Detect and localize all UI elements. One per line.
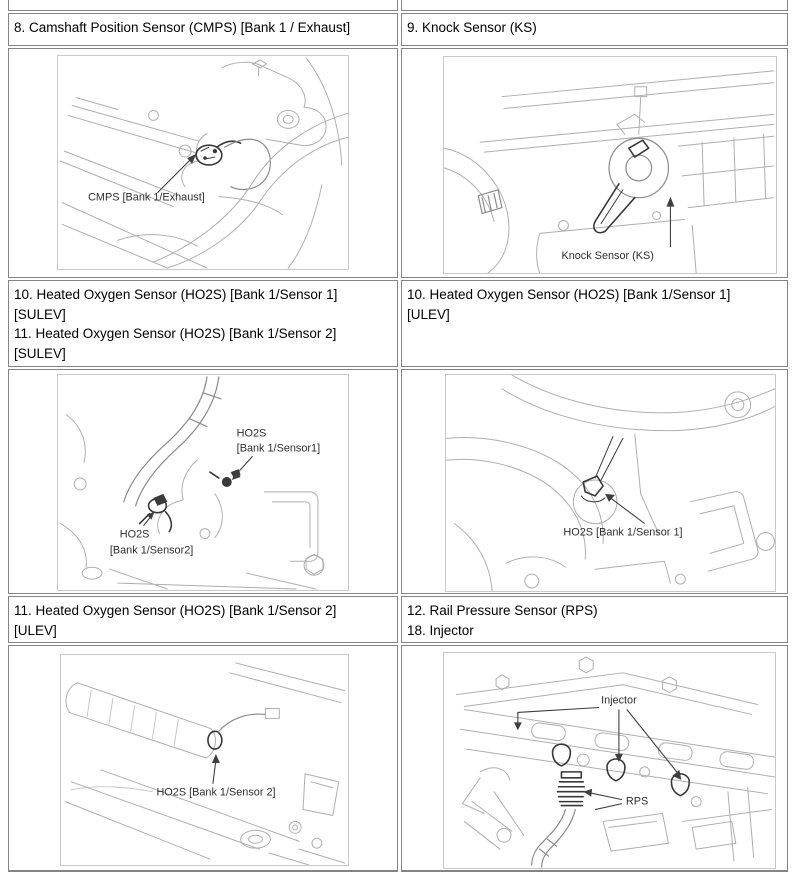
callout-ho2s-sensor1-line1: HO2S <box>236 427 267 440</box>
header-cell-ho2s-ulev-s1 <box>401 280 788 367</box>
image-cell-ho2s-ulev-s2 <box>8 645 398 872</box>
callout-ho2s-sensor2-line2: [Bank 1/Sensor2] <box>109 544 194 557</box>
knock-sensor-illustration <box>444 57 776 273</box>
header-text-knock-sensor: 9. Knock Sensor (KS) <box>407 20 537 35</box>
image-cell-rps-injector <box>401 645 788 872</box>
image-cell-ho2s-sulev <box>8 369 398 594</box>
image-cell-cmps <box>8 48 398 278</box>
ho2s-ulev-s2-illustration <box>61 655 348 865</box>
header-cell-rps-injector <box>401 596 788 643</box>
callout-rps: RPS <box>625 795 649 808</box>
header-text-cmps: 8. Camshaft Position Sensor (CMPS) [Bank 1 / Exhaust] <box>14 20 351 35</box>
callout-ho2s-ulev-s1: HO2S [Bank 1/Sensor 1] <box>563 526 683 539</box>
table-cell-cutoff-left <box>8 0 398 11</box>
ho2s-ulev-s1-illustration <box>446 375 775 591</box>
illustration-frame-knock-sensor <box>443 56 777 274</box>
image-cell-knock-sensor <box>401 48 788 278</box>
header-text-ho2s-sulev-3: 11. Heated Oxygen Sensor (HO2S) [Bank 1/Sensor 2] <box>14 326 337 341</box>
header-text-ho2s-ulev-s1-2: [ULEV] <box>407 306 450 322</box>
callout-ho2s-sensor1-line2: [Bank 1/Sensor1] <box>236 442 321 455</box>
illustration-frame-rps-injector <box>443 652 776 869</box>
header-cell-cmps <box>8 13 398 46</box>
header-text-injector: 18. Injector <box>407 622 474 638</box>
header-cell-ho2s-ulev-s2 <box>8 596 398 643</box>
callout-knock-sensor: Knock Sensor (KS) <box>561 250 654 263</box>
callout-ho2s-sensor2-line1: HO2S <box>119 528 150 541</box>
ho2s-sulev-illustration <box>58 375 348 590</box>
header-text-rps: 12. Rail Pressure Sensor (RPS) <box>407 603 598 618</box>
image-cell-ho2s-ulev-s1 <box>401 369 788 594</box>
header-text-ho2s-ulev-s2-2: [ULEV] <box>14 622 57 638</box>
header-text-ho2s-sulev-2: [SULEV] <box>14 306 66 322</box>
illustration-frame-cmps <box>57 55 349 270</box>
illustration-frame-ho2s-sulev <box>57 374 349 591</box>
header-text-ho2s-ulev-s1-1: 10. Heated Oxygen Sensor (HO2S) [Bank 1/Sensor 1] <box>407 287 731 302</box>
header-text-ho2s-ulev-s2-1: 11. Heated Oxygen Sensor (HO2S) [Bank 1/Sensor 2] <box>14 603 337 618</box>
callout-cmps: CMPS [Bank 1/Exhaust] <box>88 191 205 204</box>
table-cell-cutoff-right <box>401 0 788 11</box>
callout-ho2s-ulev-s2: HO2S [Bank 1/Sensor 2] <box>156 786 276 799</box>
header-cell-ho2s-sulev <box>8 280 398 367</box>
rps-injector-illustration <box>444 653 775 868</box>
cmps-illustration <box>58 56 348 269</box>
header-text-ho2s-sulev-1: 10. Heated Oxygen Sensor (HO2S) [Bank 1/Sensor 1] <box>14 287 338 302</box>
header-cell-knock-sensor <box>401 13 788 46</box>
callout-injector: Injector <box>601 694 637 707</box>
illustration-frame-ho2s-ulev-s1 <box>445 374 776 592</box>
header-text-ho2s-sulev-4: [SULEV] <box>14 345 66 361</box>
illustration-frame-ho2s-ulev-s2 <box>60 654 349 866</box>
